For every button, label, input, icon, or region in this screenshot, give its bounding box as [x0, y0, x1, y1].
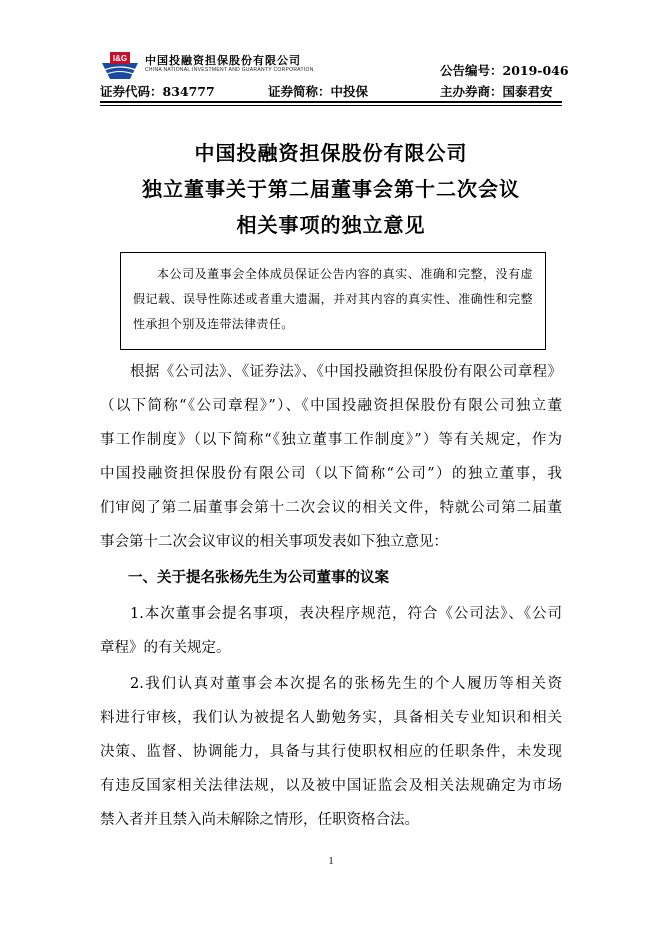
company-logo-icon: [100, 50, 140, 80]
section-heading-1: 一、关于提名张杨先生为公司董事的议案: [128, 569, 389, 586]
text-line: 中国投融资担保股份有限公司（以下简称“公司”）的独立董事，我: [100, 466, 562, 482]
text-line: 1.本次董事会提名事项，表决程序规范，符合《公司法》、《公司: [130, 606, 562, 622]
text-line: 们审阅了第二届董事会第十二次会议的相关文件，特就公司第二届董: [100, 500, 562, 516]
stock-abbreviation: 证券简称：中投保: [268, 84, 369, 99]
stock-info-row: [100, 82, 562, 98]
company-name-en: CHINA NATIONAL INVESTMENT AND GUARANTY CORPORATION: [145, 67, 314, 73]
text-line: （以下简称“《公司章程》”）、《中国投融资担保股份有限公司独立董: [100, 398, 562, 414]
page-number: 1: [328, 856, 334, 867]
text-line: 2.我们认真对董事会本次提名的张杨先生的个人履历等相关资: [130, 676, 562, 692]
paragraph-item-2: [100, 667, 562, 837]
text-line: 决策、监督、协调能力，具备与其行使职权相应的任职条件，未发现: [100, 744, 562, 760]
text-line: 有违反国家相关法律法规，以及被中国证监会及相关法规确定为市场: [100, 778, 562, 794]
paragraph-item-1: [100, 597, 562, 665]
title-line-2: 独立董事关于第二届董事会第十二次会议: [142, 177, 520, 201]
title-line-3: 相关事项的独立意见: [236, 213, 426, 237]
company-name-cn: 中国投融资担保股份有限公司: [145, 54, 301, 67]
sponsor-broker: 主办券商：国泰君安: [440, 84, 553, 99]
logo-mark: I&G: [112, 54, 128, 63]
text-line: 章程》的有关规定。: [100, 640, 231, 656]
text-line: 事会第十二次会议审议的相关事项发表如下独立意见：: [100, 534, 448, 550]
text-line: 事工作制度》（以下简称“《独立董事工作制度》”）等有关规定，作为: [100, 432, 562, 448]
header-rule: [100, 101, 562, 103]
disclaimer-box: 本公司及董事会全体成员保证公告内容的真实、准确和完整，没有虚假记载、误导性陈述或者重大遗漏，并对其内容的真实性、准确性和完整性承担个别及连带法律责任。: [120, 252, 546, 350]
stock-code: 证券代码：834777: [100, 84, 215, 99]
paragraph-intro: [100, 355, 562, 559]
text-line: 根据《公司法》、《证券法》、《中国投融资担保股份有限公司章程》: [130, 364, 562, 380]
title-line-1: 中国投融资担保股份有限公司: [194, 141, 468, 165]
text-line: 料进行审核，我们认为被提名人勤勉务实，具备相关专业知识和相关: [100, 710, 562, 726]
header-rule-thin: [100, 105, 562, 106]
announcement-number: 公告编号：2019-046: [440, 63, 569, 78]
text-line: 禁入者并且禁入尚未解除之情形，任职资格合法。: [100, 812, 419, 828]
